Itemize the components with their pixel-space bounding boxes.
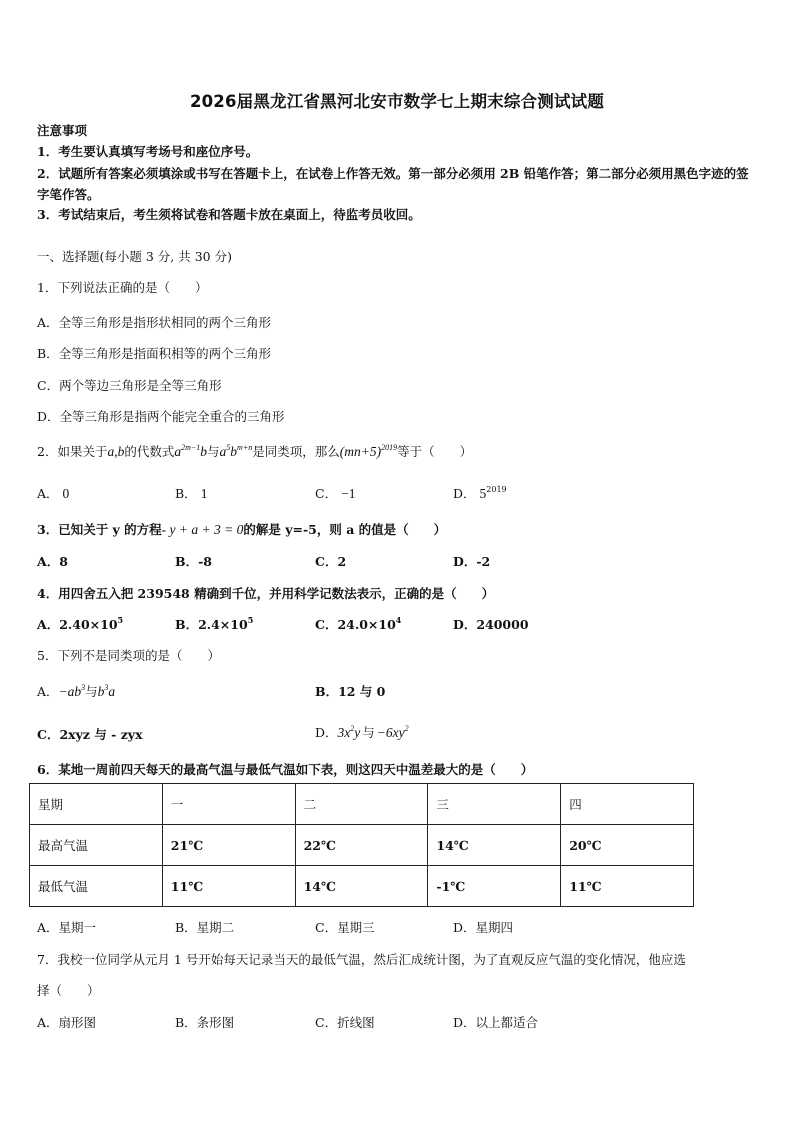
q7-option-c: C．折线图 [315, 1015, 375, 1030]
q2-stem-text: 的代数式 [124, 444, 175, 459]
q2-stem [37, 442, 472, 460]
table-row [30, 866, 694, 907]
notice-item-1: 1．考生要认真填写考场号和座位序号。 [37, 144, 259, 159]
q3-option-d: D．-2 [453, 554, 491, 569]
table-cell: 11℃ [561, 866, 694, 907]
q3-option-a: A．8 [37, 554, 68, 569]
q4-option-a: A．$2.40\times 10^5$ [37, 615, 124, 632]
q1-option-d: D．全等三角形是指两个能完全重合的三角形 [37, 409, 285, 424]
q7-option-d: D．以上都适合 [453, 1015, 539, 1030]
q7-stem-line2: 择（ ） [37, 983, 100, 998]
table-cell: 最低气温 [30, 866, 163, 907]
notice-heading: 注意事项 [37, 123, 88, 138]
q2-expr-2: $a^5b^{m+n}$ [219, 443, 253, 459]
q4-stem: 4．用四舍五入把 239548 精确到千位，并用科学记数法表示，正确的是（ ） [37, 586, 495, 601]
q6-option-d: D．星期四 [453, 920, 514, 935]
table-cell: -1℃ [428, 866, 561, 907]
q1-stem: 1．下列说法正确的是（ ） [37, 280, 208, 295]
q2-stem-text: 等于（ ） [397, 444, 473, 459]
q5-option-a: A．$-ab^3$与$b^3a$ [37, 683, 116, 699]
q3-equation: - y + a + 3 = 0 [161, 522, 244, 537]
table-header-cell: 三 [428, 784, 561, 825]
table-cell: 11℃ [162, 866, 295, 907]
q6-option-b: B．星期二 [175, 920, 235, 935]
q2-power-expr: $(mn+5)^{2019}$ [339, 443, 398, 459]
q5-option-d: D．$3x^2y$ 与 $-6xy^2$ [315, 724, 409, 740]
q2-stem-text: 与 [207, 444, 220, 459]
table-cell: 20℃ [561, 825, 694, 866]
q6-stem: 6．某地一周前四天每天的最高气温与最低气温如下表，则这四天中温差最大的是（ ） [37, 762, 534, 777]
table-cell: 22℃ [295, 825, 428, 866]
notice-item-2: 2．试题所有答案必须填涂或书写在答题卡上，在试卷上作答无效。第一部分必须用 2B 铅笔作答；第二部分必须用黑色字迹的签字笔作答。 [37, 166, 749, 202]
q2-ab-vars: a,b [107, 444, 125, 459]
q2-stem-text: 是同类项，那么 [252, 444, 340, 459]
q3-option-c: C．2 [315, 554, 347, 569]
table-cell: 21℃ [162, 825, 295, 866]
q4-option-d: D．240000 [453, 617, 529, 632]
q7-option-a: A．扇形图 [37, 1015, 97, 1030]
q2-option-b: B． 1 [175, 486, 208, 501]
q4-option-b: B．$2.4\times 10^5$ [175, 615, 254, 632]
q2-stem-text: 2．如果关于 [37, 444, 108, 459]
q5-option-b: B．12 与 0 [315, 684, 386, 699]
table-header-cell: 四 [561, 784, 694, 825]
notice-item-3: 3．考试结束后，考生须将试卷和答题卡放在桌面上，待监考员收回。 [37, 207, 421, 222]
q3-option-b: B．-8 [175, 554, 212, 569]
q1-option-a: A．全等三角形是指形状相同的两个三角形 [37, 315, 272, 330]
table-cell: 14℃ [295, 866, 428, 907]
q2-option-d: D． $5^{2019}$ [453, 485, 507, 501]
q4-option-c: C．$24.0\times 10^4$ [315, 615, 402, 632]
q1-option-b: B．全等三角形是指面积相等的两个三角形 [37, 346, 272, 361]
q5-stem: 5．下列不是同类项的是（ ） [37, 648, 220, 663]
q1-option-c: C．两个等边三角形是全等三角形 [37, 378, 222, 393]
table-cell: 最高气温 [30, 825, 163, 866]
q2-option-c: C． −1 [315, 486, 356, 501]
q7-stem-line1: 7．我校一位同学从元月 1 号开始每天记录当天的最低气温，然后汇成统计图，为了直观反应气温的变化情况，他应选 [37, 952, 686, 967]
q7-option-b: B．条形图 [175, 1015, 235, 1030]
exam-title: 2026届黑龙江省黑河北安市数学七上期末综合测试试题 [189, 92, 605, 111]
table-header-cell: 二 [295, 784, 428, 825]
table-cell: 14℃ [428, 825, 561, 866]
q2-option-a: A． 0 [37, 486, 70, 501]
table-header-cell: 一 [162, 784, 295, 825]
table-header-cell: 星期 [30, 784, 163, 825]
temperature-table [29, 783, 694, 907]
section-heading: 一、选择题(每小题 3 分, 共 30 分) [37, 249, 232, 264]
table-row [30, 825, 694, 866]
q5-option-c: C．2xyz 与 - zyx [37, 727, 143, 742]
q3-stem: 3．已知关于 y 的方程- y + a + 3 = 0的解是 y=-5，则 a 的值是（ ） [37, 522, 447, 537]
q6-option-a: A．星期一 [37, 920, 97, 935]
q6-option-c: C．星期三 [315, 920, 375, 935]
table-header-row [30, 784, 694, 825]
q2-expr-1: $a^{2m-1}b$ [174, 443, 208, 459]
